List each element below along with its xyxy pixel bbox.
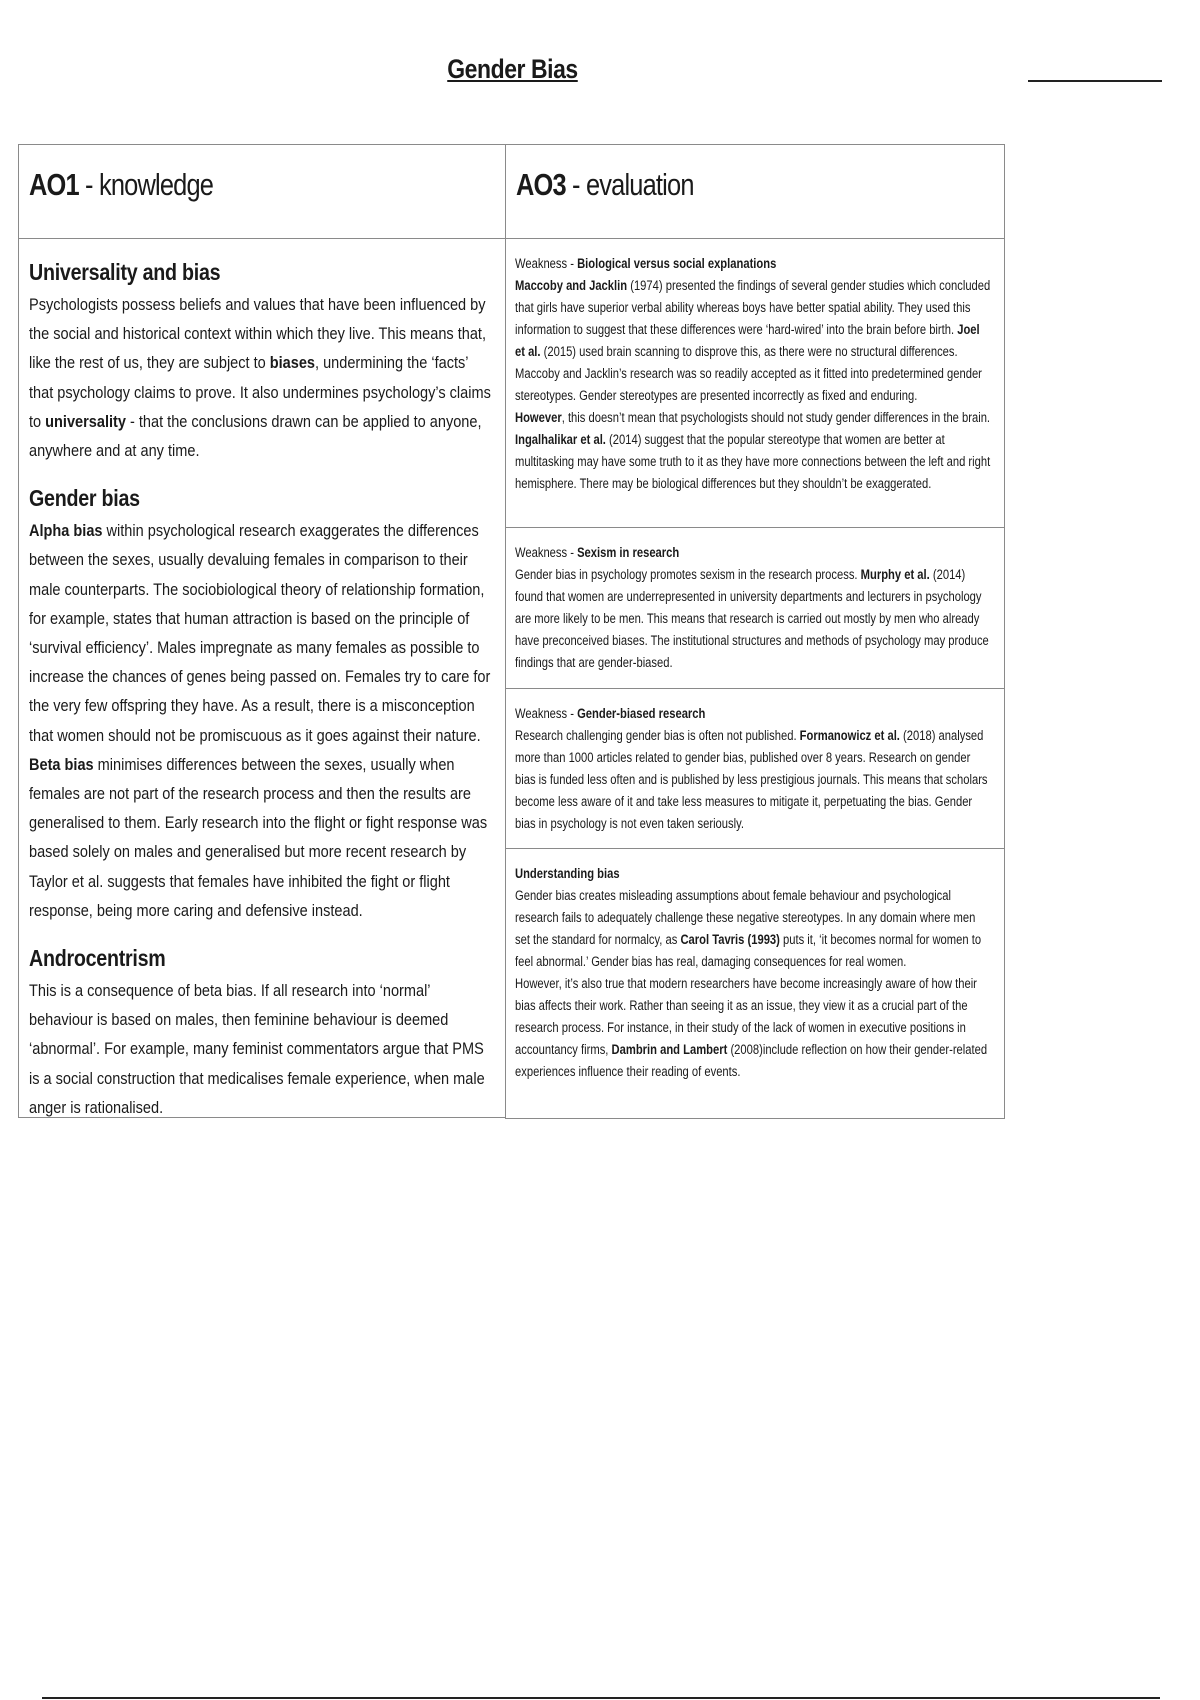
section-heading: Gender bias bbox=[29, 485, 140, 512]
knowledge-section bbox=[29, 485, 495, 925]
evaluation-paragraph bbox=[515, 407, 992, 495]
text-run: puts it, ‘it becomes normal for women to feel abnormal.’ Gender bias has real, damaging consequences for real women. bbox=[515, 932, 982, 969]
section-paragraph bbox=[29, 290, 495, 465]
evaluation-type: Weakness - bbox=[515, 545, 578, 560]
evaluation-type: Weakness - bbox=[515, 256, 578, 271]
evaluation-content bbox=[515, 703, 992, 835]
text-run: - that the conclusions drawn can be applied to anyone, anywhere and at any time. bbox=[29, 411, 482, 461]
ao1-header-text bbox=[29, 167, 213, 203]
ao1-content-box bbox=[18, 238, 507, 1118]
evaluation-title bbox=[515, 703, 992, 725]
text-run: within psychological research exaggerates the differences between the sexes, usually devaluing females in comparison to their male counterparts. The sociobiological theory of relationship formation, for example, states that human attraction is based on the principle of ‘survival efficiency’. Males impregnate as many females as possible to increase the chances of genes being passed on. Females try to care for the very few offspring they have. As a result, there is a misconception that women should not be promiscuous as it goes against their nature. bbox=[29, 521, 491, 745]
text-run: (2014) suggest that the popular stereotype that women are better at multitasking may have some truth to it as they have more connections between the left and right hemisphere. There may be biological differences but they shouldn’t be exaggerated. bbox=[515, 432, 991, 491]
evaluation-title bbox=[515, 542, 992, 564]
evaluation-paragraph bbox=[515, 564, 992, 674]
ao3-code: AO3 bbox=[516, 167, 566, 202]
evaluation-paragraph bbox=[515, 725, 992, 835]
evaluation-paragraph bbox=[515, 885, 992, 973]
section-paragraph bbox=[29, 516, 495, 750]
emphasis-text: Dambrin and Lambert bbox=[611, 1042, 728, 1057]
text-run: Research challenging gender bias is often not published. bbox=[515, 728, 800, 743]
evaluation-point: Biological versus social explanations bbox=[577, 256, 777, 271]
evaluation-content bbox=[515, 253, 992, 495]
section-heading: Universality and bias bbox=[29, 259, 221, 285]
knowledge-section bbox=[29, 259, 495, 465]
section-paragraph bbox=[29, 976, 495, 1122]
evaluation-title bbox=[515, 253, 992, 275]
evaluation-point: Sexism in research bbox=[577, 545, 680, 560]
text-run: (2015) used brain scanning to disprove this, as there were no structural differences. Maccoby and Jacklin’s research was so readily accepted as it fitted into predetermined gender stereotypes. Gender stereotypes are presented incorrectly as fixed and enduring. bbox=[515, 344, 982, 403]
evaluation-paragraph bbox=[515, 275, 992, 407]
evaluation-type: Weakness - bbox=[515, 706, 578, 721]
emphasis-text: Beta bias bbox=[29, 754, 94, 774]
name-line bbox=[1028, 80, 1162, 82]
emphasis-text: Maccoby and Jacklin bbox=[515, 278, 628, 293]
emphasis-text: However bbox=[515, 410, 562, 425]
text-run: Gender bias creates misleading assumptions about female behaviour and psychological research fails to adequately challenge these negative stereotypes. In any domain where men set the standard for normalcy, as bbox=[515, 888, 976, 947]
evaluation-box bbox=[505, 848, 1005, 1119]
evaluation-box bbox=[505, 527, 1005, 690]
footer-line bbox=[42, 1697, 1160, 1699]
text-run: (2018) analysed more than 1000 articles related to gender bias, published over 8 years. Research on gender bias is funded less often and is published by less prestigious journals. This means that scholars become less aware of it and take less measures to mitigate it, perpetuating the bias. Gender bias in psychology is not even taken seriously. bbox=[515, 728, 988, 831]
evaluation-paragraph bbox=[515, 973, 992, 1083]
emphasis-text: Carol Tavris (1993) bbox=[680, 932, 780, 947]
evaluation-content bbox=[515, 542, 992, 674]
ao1-code: AO1 bbox=[29, 167, 79, 202]
evaluation-point: Gender-biased research bbox=[577, 706, 706, 721]
text-run: However, it’s also true that modern researchers have become increasingly aware of how their bias affects their work. Rather than seeing it as an issue, they view it as a crucial part of the research process. For instance, in their study of the lack of women in executive positions in accountancy firms, bbox=[515, 976, 977, 1057]
emphasis-text: Murphy et al. bbox=[860, 567, 930, 582]
text-run: This is a consequence of beta bias. If all research into ‘normal’ behaviour is based on males, then feminine behaviour is deemed ‘abnormal’. For example, many feminist commentators argue that PMS is a social construction that medicalises female experience, when male anger is rationalised. bbox=[29, 981, 485, 1117]
text-run: (2014) found that women are underrepresented in university departments and lecturers in psychology are more likely to be men. This means that research is carried out mostly by men who already have preconceived biases. The institutional structures and methods of psychology may produce findings that are gender-biased. bbox=[515, 567, 989, 670]
ao1-header bbox=[18, 144, 507, 240]
section-paragraph bbox=[29, 750, 495, 925]
evaluation-box bbox=[505, 688, 1005, 850]
text-run: , this doesn’t mean that psychologists should not study gender differences in the brain. bbox=[561, 410, 991, 425]
text-run: (2008)include reflection on how their gender-related experiences influence their reading of events. bbox=[515, 1042, 988, 1079]
emphasis-text: Formanowicz et al. bbox=[799, 728, 900, 743]
emphasis-text: Ingalhalikar et al. bbox=[515, 432, 606, 447]
ao1-label: - knowledge bbox=[78, 167, 214, 202]
emphasis-text: Alpha bias bbox=[29, 521, 103, 541]
evaluation-box bbox=[505, 238, 1005, 529]
evaluation-title bbox=[515, 863, 992, 885]
section-heading: Androcentrism bbox=[29, 945, 166, 972]
text-run: Psychologists possess beliefs and values that have been influenced by the social and historical context within which they live. This means that, like the rest of us, they are subject to bbox=[29, 295, 487, 373]
evaluation-point: Understanding bias bbox=[515, 866, 620, 881]
text-run: , undermining the ‘facts’ that psychology claims to prove. It also undermines psychology’s claims to bbox=[29, 353, 491, 431]
knowledge-section bbox=[29, 945, 495, 1122]
text-run: Gender bias in psychology promotes sexism in the research process. bbox=[515, 567, 861, 582]
ao1-content bbox=[29, 259, 495, 1142]
ao3-header bbox=[505, 144, 1005, 240]
emphasis-text: universality bbox=[45, 411, 126, 431]
text-run: (1974) presented the findings of several gender studies which concluded that girls have superior verbal ability whereas boys have better spatial ability. They used this information to suggest that these differences were ‘hard-wired’ into the brain before birth. bbox=[515, 278, 991, 337]
ao3-header-text bbox=[516, 167, 694, 203]
emphasis-text: biases bbox=[269, 353, 316, 373]
evaluation-content bbox=[515, 863, 992, 1083]
text-run: minimises differences between the sexes, usually when females are not part of the research process and then the results are generalised to them. Early research into the flight or fight response was based solely on males and generalised but more recent research by Taylor et al. suggests that females have inhibited the fight or flight response, being more caring and defensive instead. bbox=[29, 754, 488, 920]
ao3-label: - evaluation bbox=[565, 167, 694, 202]
page-title: Gender Bias bbox=[447, 54, 578, 84]
emphasis-text: Joel et al. bbox=[515, 322, 980, 359]
